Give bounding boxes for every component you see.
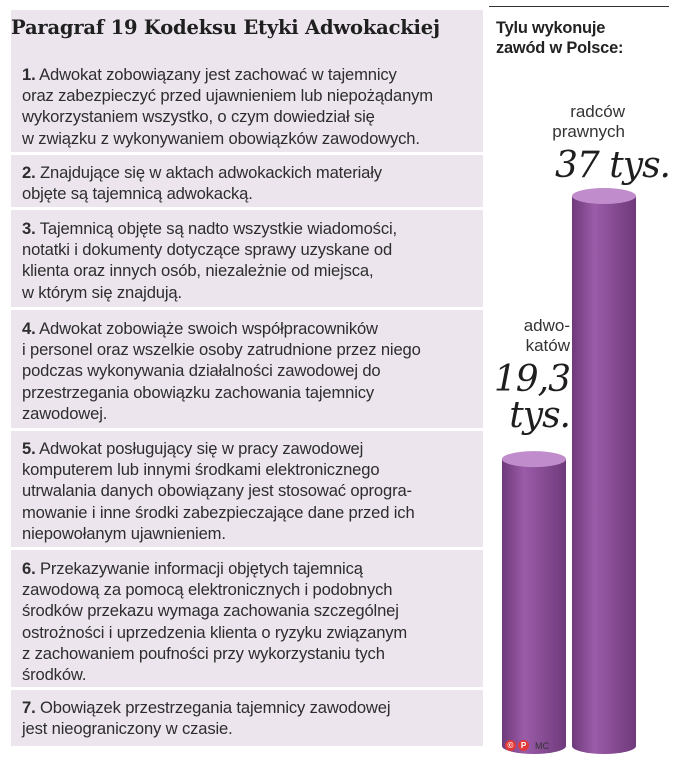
- paragraph-number: 1.: [22, 65, 36, 84]
- paragraph-text: Znajdujące się w aktach adwokackich materiały objęte są tajemnicą adwokacką.: [22, 163, 382, 204]
- bar-radcy-top: [572, 188, 636, 204]
- bar-value-radcy: 37 tys.: [555, 145, 670, 186]
- paragraph-text: Adwokat zobowiązany jest zachować w tajemnicy oraz zabezpieczyć przed ujawnieniem lub niepożądanym wykorzystaniem wszystko, o czym dowiedział się w związku z wykonywaniem obowiązków zawodowych.: [22, 65, 433, 148]
- paragraph-text: Obowiązek przestrzegania tajemnicy zawodowej jest nieograniczony w czasie.: [22, 698, 391, 739]
- bar-value-adwokaci: 19,3 tys.: [493, 359, 570, 436]
- paragraph-number: 4.: [22, 319, 36, 338]
- paragraph-number: 3.: [22, 219, 36, 238]
- paragraph-number: 6.: [22, 559, 36, 578]
- copyright-icon: ©: [505, 740, 516, 751]
- bar-label-adwokaci: adwo- katów: [523, 316, 570, 355]
- bar-label-radcy: radców prawnych: [552, 102, 625, 141]
- credit: [505, 740, 549, 751]
- paragraph-text: Przekazywanie informacji objętych tajemnicą zawodową za pomocą elektronicznych i podobnych środków przekazu wymaga zachowania szczególnej ostrożności i uprzedzenia klienta o ryzyku związanym z zachowaniem poufności przy wykorzystaniu tych środków.: [22, 559, 408, 685]
- page-title: Paragraf 19 Kodeksu Etyki Adwokackiej: [11, 16, 440, 39]
- paragraph-text: Adwokat posługujący się w pracy zawodowej komputerem lub innymi środkami elektronicznego utrwalania danych obowiązany jest stosować oprogra- mowanie i inne środki zabezpieczające dane przed ich niepowołanym ujawnieniem.: [22, 439, 415, 543]
- chart-title: Tylu wykonuje zawód w Polsce:: [496, 19, 624, 57]
- paragraph-text: Adwokat zobowiąże swoich współpracowników i personel oraz wszelkie osoby zatrudnione przez niego podczas wykonywania działalności zawodowej do przestrzegania obowiązku zachowania tajemnicy zawodowej.: [22, 319, 421, 423]
- publisher-icon: P: [518, 740, 529, 751]
- paragraph-text: Tajemnicą objęte są nadto wszystkie wiadomości, notatki i dokumenty dotyczące sprawy uzyskane od klienta oraz innych osób, niezależnie od miejsca, w którym się znajdują.: [22, 219, 397, 302]
- paragraph-number: 5.: [22, 439, 36, 458]
- bar-adwokaci: [502, 459, 566, 754]
- paragraph-number: 7.: [22, 698, 36, 717]
- paragraph-number: 2.: [22, 163, 36, 182]
- author-initials: MC: [535, 740, 549, 751]
- bar-radcy: [572, 196, 636, 754]
- bar-adwokaci-top: [502, 451, 566, 467]
